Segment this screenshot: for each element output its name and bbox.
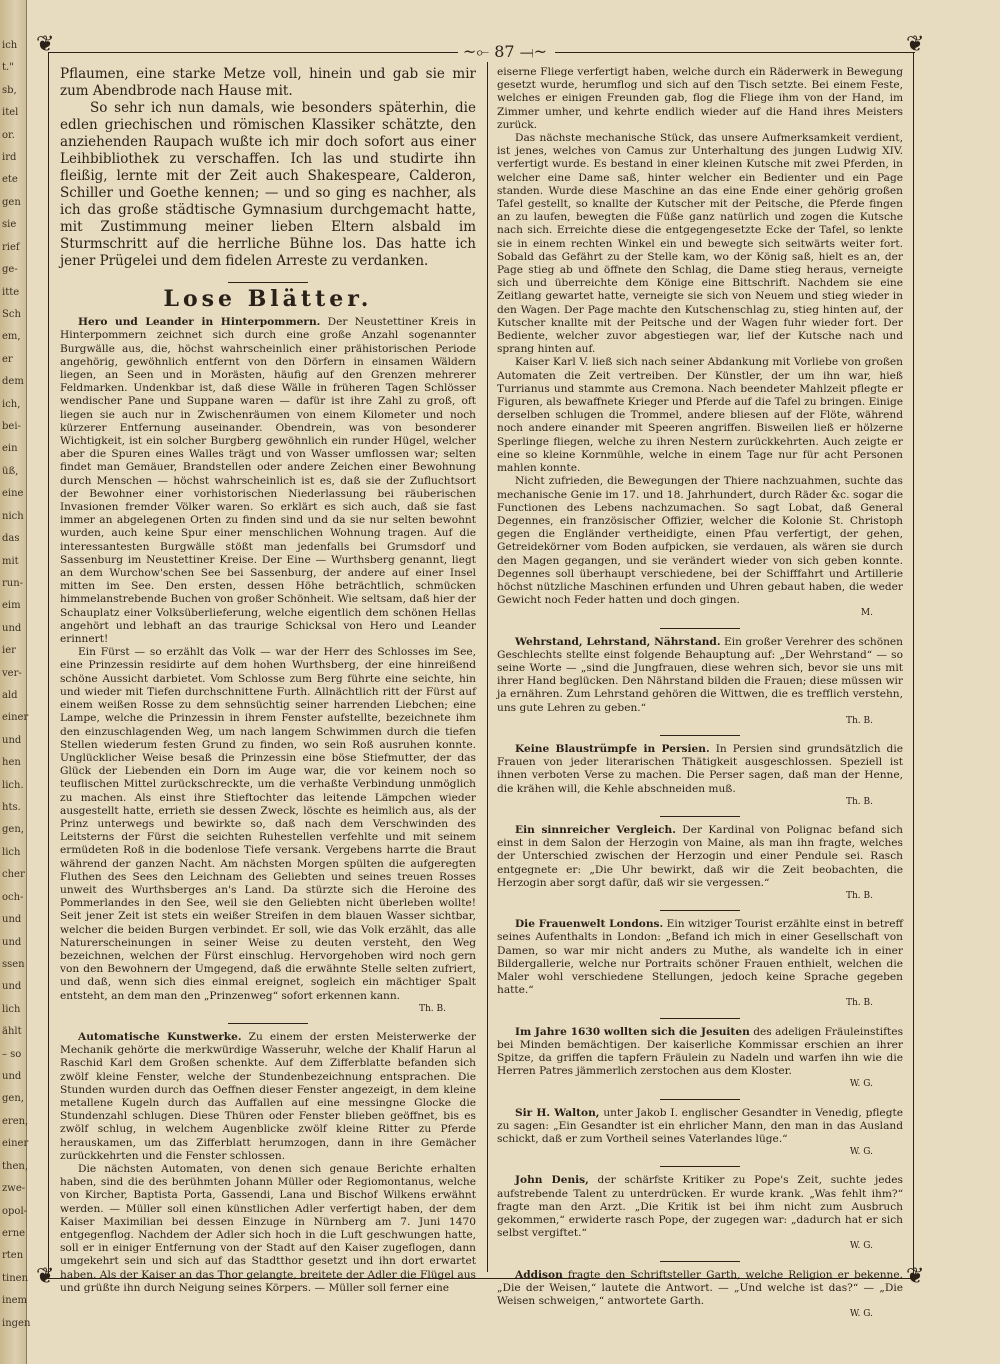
margin-fragment: och- [2,891,24,903]
margin-fragment: run- [2,577,24,589]
frame-right-rule [913,52,914,1278]
margin-fragment: or. [2,129,15,141]
article-paragraph: Die nächsten Automaten, von denen sich genaue Berichte erhalten haben, sind die des berühmten Johann Müller oder Regiomontanus, welche von Kircher, Baptista Porta, Gassendi, Lana und Bischof Wilkens erwähnt werden. — Müller soll einen künstlichen Adler verfertigt haben, der dem Kaiser Maximilian bei dessen Einzuge in Nürnberg am 7. Juni 1470 entgegenflog. Nachdem der Adler sich hoch in die Luft geschwungen hatte, soll er in einiger Entfernung von der Stadt auf den Kaiser zugeflogen, dann umgekehrt sein und sich auf das Stadtthor gesetzt und ihn dort erwartet haben. Als der Kaiser an das Thor gelangte, breitete der Adler die Flügel aus und grüßte ihn durch Neigung seines Körpers. — Müller soll ferner eine [60,1163,476,1294]
margin-fragment: sb, [2,84,17,96]
anecdote-title: Wehrstand, Lehrstand, Nährstand. [515,635,721,648]
right-column [497,66,904,1320]
margin-fragment: itel [2,107,19,119]
intro-paragraph: Pflaumen, eine starke Metze voll, hinein und gab sie mir zum Abendbrode nach Hause mit. [60,66,476,99]
anecdote [497,1174,903,1240]
anecdote-text: Der Kardinal von Polignac befand sich einst in dem Salon der Herzogin von Maine, als man ihn fragte, welches der Unterschied zwischen der Herzogin und einer Pendule sei. Rasch entgegnete er: „Die Uhr bewirkt, daß wir die Zeit beobachten, die Herzogin aber sorgt dafür, daß wir sie vergessen.“ [497,823,903,889]
separator [228,282,308,283]
signature: W. G. [849,1147,873,1158]
signature: W. G. [849,1079,873,1090]
article-paragraph: Das nächste mechanische Stück, das unsere Aufmerksamkeit verdient, ist jenes, welches von Camus zur Unterhaltung des jungen Ludwig XIV. verfertigt wurde. Es bestand in einer kleinen Kutsche mit zwei Pferden, in welcher eine Dame saß, hinter welcher ein Bedienter und ein Page standen. Wurde diese Maschine an das eine Ende einer gehörig großen Tafel gestellt, so knallte der Kutscher mit der Peitsche, die Pferde fingen an zu laufen, bewegten die Füße ganz natürlich und zogen die Kutsche nach sich. Erreichte diese die entgegengesetzte Ecke der Tafel, so lenkte sie in einem rechten Winkel ein und bewegte sich seitwärts weiter fort. Sobald das Gefährt zu der Stelle kam, wo der König saß, hielt es an, der Page stieg ab und öffnete den Schlag, die Dame stieg heraus, verneigte sich und überreichte dem Könige eine Bittschrift. Nachdem sie eine Zeitlang gewartet hatte, verneigte sie sich von Neuem und stieg wieder in den Wagen. Der Page machte den Kutschenschlag zu, stieg hinten auf, der Kutscher knallte mit der Peitsche und der Wagen fuhr wieder fort. Der Bediente, welcher zuvor abgestiegen war, lief der Kutsche nach und sprang hinten auf. [497,132,903,356]
margin-fragment: einer [2,712,29,724]
margin-fragment: und [2,1071,22,1083]
signature: Th. B. [846,998,873,1009]
section-heading: Lose Blätter. [163,286,373,312]
margin-fragment: ver- [2,667,22,679]
margin-fragment: das [2,533,20,545]
margin-fragment: hen [2,757,21,769]
column-divider [487,62,488,1272]
anecdote-title: Addison [515,1268,563,1281]
margin-fragment: ich [2,40,18,51]
margin-fragment: dem [2,376,24,388]
separator [660,1099,740,1100]
margin-fragment: und [2,981,22,993]
article-paragraph: Ein Fürst — so erzählt das Volk — war der Herr des Schlosses im See, eine Prinzessin residirte auf dem hohen Wurthsberg, der eine hinreißend schöne Aussicht darbietet. Vom Schlosse zum Berg führte eine seichte, hin und wieder mit Tiefen durchschnittene Furth. Allnächtlich ritt der Fürst auf einem weißen Rosse zu dem sehnsüchtig seiner harrenden Liebchen; eine Lampe, welche die Prinzessin in ihrem Fenster aufstellte, bezeichnete ihm den einzuschlagenden Weg, um nach langem Schwimmen durch die tiefen Stellen wiederum festen Grund zu finden, wo sein Roß ausruhen konnte. Unglücklicher Weise besaß die Prinzessin eine böse Stiefmutter, der das Glück der Liebenden ein Dorn im Auge war, die vor keinem noch so teuflischen Mittel zurückschreckte, um die verhaßte Verbindung unmöglich zu machen. Als einst ihre Stieftochter das leitende Lämpchen wieder ausgestellt hatte, errieth sie dessen Zweck, löschte es heimlich aus, als der Prinz unterwegs und bewirkte so, daß nach dem Verschwinden des Leitsterns der Fürst die seichten Ruhestellen verfehlte und mit seinem ermüdeten Roß in die bodenlose Tiefe versank. Vergebens harrte die Braut während der ganzen Nacht. Am nächsten Morgen spülten die aufgeregten Fluthen des Sees den Leichnam des Geliebten und seines treuen Rosses unweit des Wurthsberges an's Land. Da stürzte sich die Heroine des Pommerlandes in den See, weil sie den Geliebten nicht überleben wollte! Seit jener Zeit ist stets ein weißer Streifen in dem blauen Wasser sichtbar, welcher die beiden Burgen verbindet. Er soll, wie das Volk erzählt, das alle Naturerscheinungen in seiner Weise zu deuten versteht, den Weg bezeichnen, welchen der Fürst einschlug. Hervorgehoben wird noch gern von den Bewohnern der Umgegend, daß die erwähnte Stelle selten zufriert, und daß, wenn sich dies einmal ereignet, sogleich ein mächtiger Spalt entsteht, an dem man den „Prinzenweg“ sofort erkennen kann. [60,646,476,1002]
corner-ornament-icon: ❦ [36,32,55,57]
article-paragraph: Nicht zufrieden, die Bewegungen der Thiere nachzuahmen, suchte das mechanische Genie im 17. und 18. Jahrhundert, durch Räder &c. sogar die Functionen des Lebens nachzumachen. So sagt Lobat, daß General Degennes, ein französischer Offizier, welcher die Kolonie St. Christoph gegen die Engländer vertheidigte, einen Pfau verfertigt, der gehen, Getreidekörner vom Boden aufpicken, sie verdauen, als wären sie durch den Magen gegangen, und sie verändert wieder von sich geben konnte. Degennes soll überhaupt verschiedene, bei der Schifffahrt und Artillerie höchst nützliche Maschinen erfunden und Uhren gebaut haben, die weder Gewicht noch Feder hatten und doch gingen. [497,475,903,607]
ornament-left-icon: ~⟜ [462,42,490,61]
margin-fragment: eren, [2,1115,29,1127]
anecdote-title: Keine Blaustrümpfe in Persien. [515,742,710,755]
margin-fragment: nich [2,510,24,522]
anecdote-title: Sir H. Walton, [515,1106,600,1119]
margin-fragment: t." [2,62,14,74]
margin-fragment: ird [2,152,17,164]
margin-fragment: rief [2,241,20,253]
article-text: Der Neustettiner Kreis in Hinterpommern zeichnet sich durch eine große Anzahl sogenannter Burgwälle aus, die, höchst wahrscheinlich einer prähistorischen Periode angehörig, gewöhnlich entfernt von den Dörfern in einsamen Wäldern liegen, an Seen und in Morästen, häufig auf den Grenzen mehrerer Feldmarken. Undenkbar ist, daß diese Wälle in früheren Tagen Schlösser wendischer Pane und Suppane waren — dafür ist ihre Zahl zu groß, oft liegen sie auch nur in Zwischenräumen von einem Kilometer und noch kürzerer Entfernung auseinander. Obendrein, was von besonderer Wichtigkeit, ist ein solcher Burgberg gewöhnlich ein runder Hügel, welcher aber die Spuren eines Walles trägt und von Wasser umflossen war; selten findet man Gemäuer, Brandstellen oder andere Zeichen einer Bewohnung durch Menschen — höchst wahrscheinlich ist es, daß sie der Zufluchtsort der Bewohner einer vorhistorischen Niederlassung bei räuberischen Invasionen fremder Völker waren. So erklärt es sich auch, daß sie fast immer an abgelegenen Orten zu finden sind und da sie nur selten bewohnt wurden, auch keine Spur einer menschlichen Wohnung tragen. Auf die interessantesten Burgwälle stößt man jedenfalls bei Grumsdorf und Sassenburg im Neustettiner Kreise. Der Eine — Wurthsberg genannt, liegt an dem Wurchow'schen See bei Sassenburg, der andere auf einer Insel mitten im See. Den ersten, dessen Höhe beträchtlich, schmücken himmelanstrebende Buchen von großer Schönheit. Wie seltsam, daß hier der Schauplatz einer Volksüberlieferung, welche eigentlich dem schönen Hellas angehört und lebhaft an das traurige Schicksal von Hero und Leander erinnert! [60,316,476,646]
article-paragraph [60,1031,476,1163]
separator [660,735,740,736]
signature: Th. B. [846,796,873,807]
margin-fragment: ge- [2,264,18,276]
anecdote-title: Die Frauenwelt Londons. [515,918,664,931]
article-paragraph: Kaiser Karl V. ließ sich nach seiner Abdankung mit Vorliebe von großen Automaten die Zeit vertreiben. Der Künstler, der um ihn war, hieß Turrianus und stammte aus Cremona. Nach beendeter Mahlzeit pflegte er Figuren, als bewaffnete Krieger und Pferde auf die Tafel zu bringen. Einige derselben schlugen die Trommel, andere bliesen auf der Flöte, während noch andere einander mit Speeren angriffen. Bisweilen ließ er hölzerne Sperlinge fliegen, welche zu ihren Nestern zurückkehrten. Auch zeigte er eine so kleine Kornmühle, welche in einem Tage nur für acht Personen mahlen konnte. [497,356,903,475]
left-column [60,66,476,1294]
anecdote-text: unter Jakob I. englischer Gesandter in Venedig, pflegte zu sagen: „Ein Gesandter ist ein ehrlicher Mann, den man in das Ausland schickt, daß er zum Vortheil seines Vaterlandes lüge.“ [497,1106,903,1146]
frame-left-rule [48,52,49,1278]
anecdote-text: Ein großer Verehrer des schönen Geschlechts stellte einst folgende Behauptung auf: „Der Wehrstand“ — so seine Worte — „sind die Jungfrauen, diese wehren sich, bevor sie uns mit ihrer Hand beglücken. Den Nährstand bilden die Frauen; diese müssen wir ja ernähren. Zum Lehrstand gehören die Wittwen, die es trefflich verstehn, uns gute Lehren zu geben.“ [497,635,903,714]
anecdote [497,743,903,796]
anecdote-text: Ein witziger Tourist erzählte einst in betreff seines Aufenthalts in London: „Befand ich mich in einer Gesellschaft von Damen, so war mir nicht anders zu Muthe, als wandelte ich in einer Bildergallerie, welche nur Portraits schöner Frauen enthielt, welchen die Maler wohl verschiedene Stellungen, jedoch keine Sprache gegeben hatte.“ [497,918,903,997]
intro-text [60,66,476,270]
anecdote [497,1107,903,1147]
margin-fragment: ingen [2,1317,31,1329]
margin-fragment: mit [2,555,19,567]
margin-fragment: inem [2,1295,28,1307]
signature: Th. B. [419,1003,446,1014]
margin-fragment: ein [2,443,18,455]
separator [660,1166,740,1167]
margin-fragment: ier [2,645,16,657]
frame-top-rule [48,52,458,53]
margin-fragment: lich. [2,779,24,791]
anecdote [497,636,903,715]
anecdote [497,918,903,997]
margin-fragment: und [2,622,22,634]
margin-fragment: er [2,353,13,365]
signature: W. G. [849,1309,873,1320]
margin-fragment: then, [2,1160,28,1172]
anecdote [497,1026,903,1079]
intro-paragraph: So sehr ich nun damals, wie besonders späterhin, die edlen griechischen und römischen Klassiker schätzte, den anziehenden Raupach wußte ich mir doch sofort aus einer Leihbibliothek zu verschaffen. Ich las und studirte ihn fleißig, lernte mit der Zeit auch Shakespeare, Calderon, Schiller und Goethe kennen; — und so ging es nachher, als ich das große städtische Gymnasium durchgemacht hatte, mit Zustimmung meiner lieben Eltern alsbald im Sturmschritt auf die herrliche Bühne los. Das hatte ich jener Prügelei und dem fidelen Arreste zu verdanken. [60,100,476,269]
margin-fragment: ählt [2,1026,22,1038]
margin-fragment: eim [2,600,21,612]
margin-fragment: Sch [2,308,21,320]
signature: Th. B. [846,890,873,901]
margin-fragment: und [2,936,22,948]
anecdote-title: Ein sinnreicher Vergleich. [515,823,676,836]
margin-fragment: einer [2,1138,29,1150]
separator [660,1018,740,1019]
separator [660,1261,740,1262]
article-title: Automatische Kunstwerke. [78,1030,242,1043]
separator [660,816,740,817]
margin-fragment: gen, [2,1093,24,1105]
separator [660,910,740,911]
article-paragraph: eiserne Fliege verfertigt haben, welche durch ein Räderwerk in Bewegung gesetzt wurde, herumflog und sich auf den Tisch setzte. Bei einem Feste, welches er einigen Freunden gab, flog die Fliege ihm von der Hand, im Zimmer umher, und kehrte endlich wieder auf die Hand ihres Meisters zurück. [497,66,903,131]
margin-fragment: itte [2,286,20,298]
margin-fragment: lich [2,1003,21,1015]
margin-fragment: ssen [2,958,25,970]
separator [660,628,740,629]
anecdote-text: fragte den Schriftsteller Garth, welche Religion er bekenne. „Die der Weisen,“ lautete die Antwort. — „Und welche ist das?“ — „Die Weisen schweigen,“ antwortete Garth. [497,1268,903,1308]
article-paragraph [60,316,476,646]
corner-ornament-icon: ❦ [906,32,925,57]
signature: W. G. [849,1241,873,1252]
margin-fragment: und [2,734,22,746]
anecdote [497,824,903,890]
article-text: Zu einem der ersten Meisterwerke der Mechanik gehörte die merkwürdige Wasseruhr, welche der Khalif Harun al Raschid Karl dem Großen schenkte. Auf dem Zifferblatte befanden sich zwölf kleine Fenster, welche der Stundenbezeichnung entsprachen. Die Stunden wurden durch das Oeffnen dieser Fenster angezeigt, in dem kleine metallene Kugeln durch das Auffallen auf eine messingne Glocke die Stundenzahl schlugen. Diese Thüren oder Fenster blieben geöffnet, bis es zwölf schlug, in welchem Augenblicke zwölf kleine Ritter zu Pferde herauskamen, um das Zifferblatt herumzogen, dann in ihre Gemächer zurückkehrten und die Fenster schlossen. [60,1030,476,1162]
margin-fragment: opol- [2,1205,28,1217]
ornament-right-icon: ⟞~ [519,42,548,61]
margin-fragment: sie [2,219,17,231]
corner-ornament-icon: ❦ [906,1264,925,1289]
page-number-header [445,42,565,62]
anecdote-text: der schärfste Kritiker zu Pope's Zeit, suchte jedes aufstrebende Talent zu unterdrücken. Er wurde krank. „Was fehlt ihm?“ fragte man den Arzt. „Die Kritik ist bei ihm nicht zum Ausbruch gekommen,“ erwiderte rasch Pope, der zugegen war: „dadurch hat er sich selbst vergiftet.“ [497,1174,903,1240]
margin-fragment: ich, [2,398,21,410]
margin-fragment: – so [2,1048,22,1060]
previous-page-sliver [0,0,31,1364]
anecdote-text: des adeligen Fräuleinstiftes bei Minden bemächtigen. Der kaiserliche Kommissar erschien an ihrer Spitze, da griffen die tapfern Fräulein zu Nadeln und warfen ihn wie die Herren Patres jämmerlich zerstochen aus dem Kloster. [497,1025,904,1078]
margin-fragment: cher [2,869,25,881]
margin-fragment: gen [2,196,21,208]
margin-fragment: üß, [2,465,19,477]
separator [228,1023,308,1024]
margin-fragment: erne [2,1227,26,1239]
margin-fragment: zwe- [2,1183,26,1195]
anecdote-text: In Persien sind grundsätzlich die Frauen von jeder literarischen Thätigkeit ausgeschlossen. Speziell ist ihnen verboten Verse zu machen. Die Perser sagen, daß man der Henne, die krähen will, die Kehle abschneiden muß. [497,742,903,795]
corner-ornament-icon: ❦ [36,1264,55,1289]
margin-fragment: ete [2,174,18,186]
margin-fragment: ald [2,690,18,701]
margin-fragment: gen, [2,824,24,836]
margin-fragment: und [2,914,22,926]
margin-fragment: em, [2,331,21,343]
margin-fragment: eine [2,488,24,500]
signature: Th. B. [846,715,873,726]
margin-fragment: lich [2,846,21,858]
margin-fragment: hts. [2,802,21,814]
margin-fragment: tinen [2,1272,29,1284]
frame-top-rule-right [555,52,915,53]
margin-fragment: bei- [2,421,21,433]
article-title: Hero und Leander in Hinterpommern. [78,316,321,329]
anecdote-title: Im Jahre 1630 wollten sich die Jesuiten [515,1025,750,1038]
margin-fragment: rten [2,1250,24,1262]
anecdote-title: John Denis, [515,1174,589,1187]
page-number: 87 [494,42,515,61]
anecdote [497,1269,903,1309]
signature: M. [860,608,873,619]
